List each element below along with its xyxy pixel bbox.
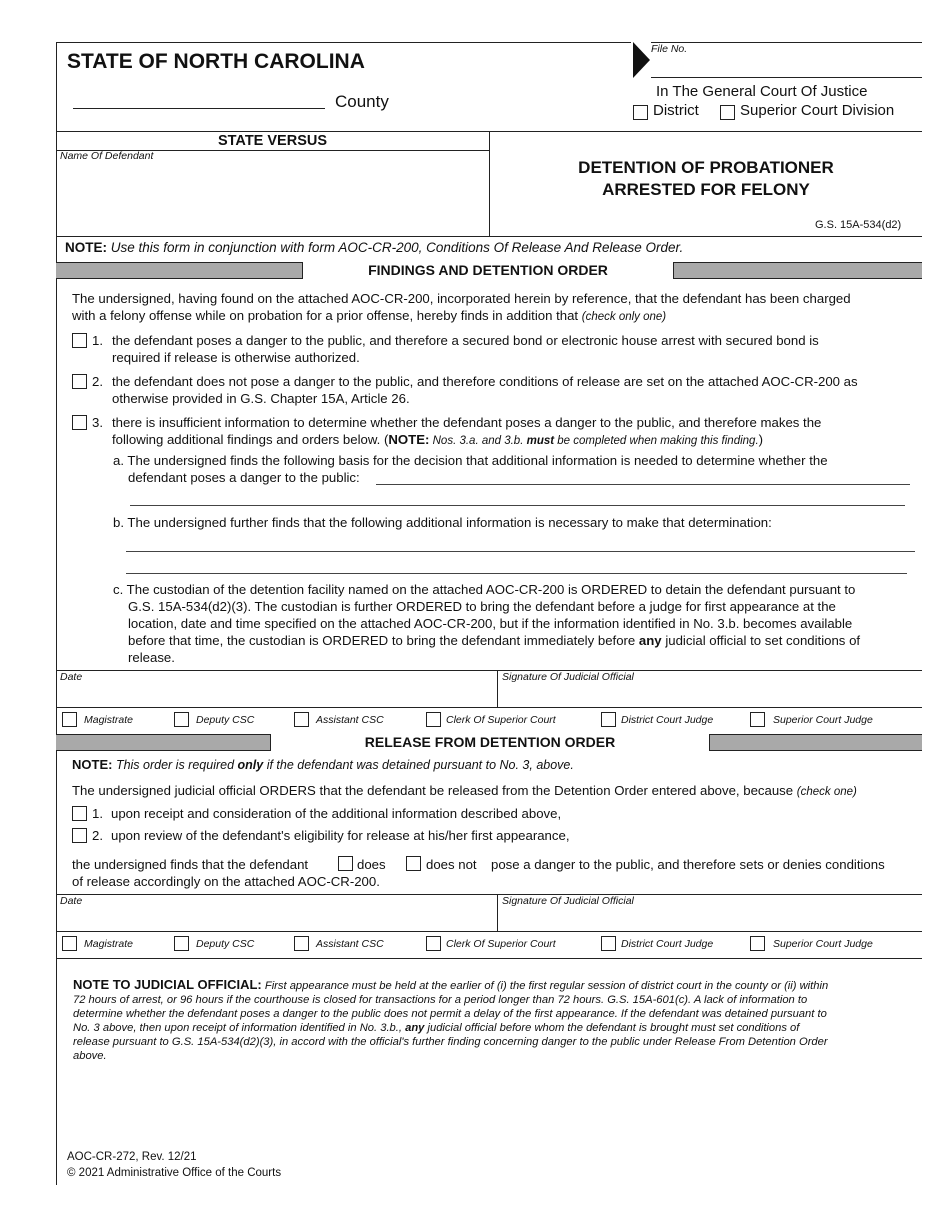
release-orders-text: The undersigned judicial official ORDERS that the defendant be released from the Detention Order entered above, because (72, 783, 794, 798)
sig2-district-judge-checkbox[interactable] (601, 936, 616, 951)
judicial-note-l2: 72 hours of arrest, or 96 hours if the courthouse is closed for transactions for a period longer than 72 hours. G.S. 15A-601(c). A lack of information to (73, 994, 808, 1006)
finding-1-line2: required if release is otherwise authorized. (112, 350, 360, 365)
release-orders (72, 782, 857, 801)
sig2-superior-judge-checkbox[interactable] (750, 936, 765, 951)
findings-intro-1: The undersigned, having found on the attached AOC-CR-200, incorporated herein by reference, that the defendant has been charged (72, 291, 851, 306)
judicial-note-l5: release pursuant to G.S. 15A-534(d2)(3), in accord with the official's further finding concerning danger to the public under Release From Detention Order (73, 1036, 828, 1048)
finding-1-checkbox[interactable] (72, 333, 87, 348)
sig2-role-district-judge: District Court Judge (621, 938, 714, 950)
sig2-deputy-csc-checkbox[interactable] (174, 936, 189, 951)
sig1-magistrate-checkbox[interactable] (62, 712, 77, 727)
release-heading: RELEASE FROM DETENTION ORDER (270, 734, 710, 751)
finding-3a-line1: a. The undersigned finds the following basis for the decision that additional information is needed to determine whether the (113, 453, 828, 468)
does-checkbox[interactable] (338, 856, 353, 871)
release-1-checkbox[interactable] (72, 806, 87, 821)
court-title: In The General Court Of Justice (656, 83, 868, 100)
finding-2-checkbox[interactable] (72, 374, 87, 389)
finding-3c-line2: G.S. 15A-534(d2)(3). The custodian is further ORDERED to bring the defendant before a judge for first appearance at the (128, 599, 836, 614)
sig1-role-clerk: Clerk Of Superior Court (446, 714, 556, 726)
finding-3-num: 3. (92, 415, 103, 430)
sig2-role-assistant-csc: Assistant CSC (316, 938, 384, 950)
finding-3c-line5: release. (128, 650, 175, 665)
release-2-num: 2. (92, 828, 103, 843)
release-bottom-line (56, 958, 922, 959)
finding-1-num: 1. (92, 333, 103, 348)
sig1-district-judge-checkbox[interactable] (601, 712, 616, 727)
sig1-role-assistant-csc: Assistant CSC (316, 714, 384, 726)
sig2-divider (497, 894, 498, 931)
statute-ref: G.S. 15A-534(d2) (815, 219, 902, 231)
release-1-num: 1. (92, 806, 103, 821)
3a-basis-field[interactable] (380, 468, 905, 484)
finding-2-num: 2. (92, 374, 103, 389)
state-versus: STATE VERSUS (217, 133, 328, 149)
finding-3-line2 (112, 431, 763, 450)
release-note-b: if the defendant was detained pursuant to No. 3, above. (263, 758, 574, 772)
sig2-top-line (56, 894, 922, 895)
district-checkbox[interactable] (633, 105, 648, 120)
sig2-role-deputy-csc: Deputy CSC (196, 938, 255, 950)
finding-3-checkbox[interactable] (72, 415, 87, 430)
judicial-note-text-1: First appearance must be held at the earlier of (i) the first regular session of district court in the county or (ii) within (264, 980, 829, 992)
check-only-one: (check only one) (581, 311, 667, 323)
sig1-role-magistrate: Magistrate (84, 714, 134, 726)
release-note (72, 757, 574, 772)
sig1-role-superior-judge: Superior Court Judge (773, 714, 873, 726)
file-arrow-icon (632, 42, 652, 78)
finding-3b-line1: b. The undersigned further finds that the following additional information is necessary to make that determination: (113, 515, 772, 530)
finding-3-note-label: NOTE: (388, 432, 430, 447)
sig1-date-field[interactable] (62, 685, 487, 703)
finding-3-line2-text: following additional findings and orders below. ( (112, 432, 389, 447)
finding-3c-line1: c. The custodian of the detention facility named on the attached AOC-CR-200 is ORDERED to detain the defendant pursuant to (113, 582, 856, 597)
release-finds-b: pose a danger to the public, and therefore sets or denies conditions (491, 857, 885, 872)
county-line (73, 108, 325, 109)
sig2-signature-label: Signature Of Judicial Official (502, 895, 634, 907)
findings-intro-2-text: with a felony offense while on probation for a prior offense, hereby finds in addition that (72, 308, 579, 323)
finding-3-must: must (526, 435, 555, 447)
sig2-date-field[interactable] (62, 909, 487, 927)
superior-checkbox[interactable] (720, 105, 735, 120)
sig1-date-label: Date (60, 671, 83, 683)
findings-heading: FINDINGS AND DETENTION ORDER (302, 262, 674, 279)
sig2-date-label: Date (60, 895, 83, 907)
top-note-text: Use this form in conjunction with form AOC-CR-200, Conditions Of Release And Release Order. (110, 240, 684, 255)
sig1-deputy-csc-checkbox[interactable] (174, 712, 189, 727)
left-border (56, 42, 57, 1185)
release-note-label: NOTE: (72, 757, 113, 772)
finding-3-note-text: Nos. 3.a. and 3.b. (429, 435, 527, 447)
sig2-role-magistrate: Magistrate (84, 938, 134, 950)
state-title: STATE OF NORTH CAROLINA (67, 50, 365, 73)
county-label: County (335, 92, 389, 111)
file-no-label: File No. (651, 43, 688, 55)
finding-3-close: ) (758, 432, 764, 447)
form-number: AOC-CR-272, Rev. 12/21 (67, 1151, 197, 1163)
sig1-top-line (56, 670, 922, 671)
top-note (65, 240, 683, 255)
finding-2-line1: the defendant does not pose a danger to the public, and therefore conditions of release are set on the attached AOC-CR-200 as (112, 374, 858, 389)
finding-3-line1: there is insufficient information to determine whether the defendant poses a danger to the public, and therefore makes the (112, 415, 822, 430)
does-label: does (357, 857, 386, 872)
finding-3-note-end: be completed when making this finding. (554, 435, 759, 447)
3b-fill-line-2 (126, 573, 907, 574)
judicial-note-label: NOTE TO JUDICIAL OFFICIAL: (73, 977, 262, 992)
sig1-bottom-line (56, 707, 922, 708)
finding-1-line1: the defendant poses a danger to the public, and therefore a secured bond or electronic house arrest with secured bond is (112, 333, 819, 348)
finding-3c-line4-a: before that time, the custodian is ORDERED to bring the defendant immediately before (128, 633, 639, 648)
release-note-a: This order is required (115, 758, 238, 772)
release-2-checkbox[interactable] (72, 828, 87, 843)
judicial-note (73, 978, 918, 1063)
judicial-note-l1 (73, 978, 918, 993)
file-no-line (651, 77, 922, 78)
sig1-superior-judge-checkbox[interactable] (750, 712, 765, 727)
finding-3c-line4-c: judicial official to set conditions of (661, 633, 861, 648)
does-not-label: does not (426, 857, 477, 872)
sig2-role-superior-judge: Superior Court Judge (773, 938, 873, 950)
sig2-assistant-csc-checkbox[interactable] (294, 936, 309, 951)
release-2-text: upon review of the defendant's eligibility for release at his/her first appearance, (111, 828, 570, 843)
judicial-note-l3: determine whether the defendant poses a danger to the public does not permit a delay of the first appearance. If the defendant was detained pursuant to (73, 1008, 827, 1020)
sig1-assistant-csc-checkbox[interactable] (294, 712, 309, 727)
does-not-checkbox[interactable] (406, 856, 421, 871)
superior-label: Superior Court Division (740, 102, 895, 119)
release-finds-a: the undersigned finds that the defendant (72, 857, 309, 872)
file-no-field[interactable] (700, 50, 915, 72)
form-title-2: ARRESTED FOR FELONY (602, 180, 810, 199)
judicial-note-l4c: judicial official before whom the defendant is brought must set conditions of (424, 1022, 800, 1034)
sig1-role-deputy-csc: Deputy CSC (196, 714, 255, 726)
release-check-one: (check one) (796, 786, 857, 798)
sig1-role-district-judge: District Court Judge (621, 714, 714, 726)
3b-fill-line-1 (126, 551, 915, 552)
judicial-note-l6: above. (73, 1050, 107, 1062)
caption-bottom-line (56, 236, 922, 237)
finding-3c-line4 (128, 632, 860, 649)
sig1-divider (497, 670, 498, 707)
form-title-1: DETENTION OF PROBATIONER (578, 158, 834, 177)
sig2-magistrate-checkbox[interactable] (62, 936, 77, 951)
release-1-text: upon receipt and consideration of the additional information described above, (111, 806, 562, 821)
sig1-signature-label: Signature Of Judicial Official (502, 671, 634, 683)
top-border (56, 42, 631, 43)
3a-fill-line-2 (130, 505, 905, 506)
sig2-clerk-checkbox[interactable] (426, 936, 441, 951)
judicial-note-l4a: No. 3 above, then upon receipt of information identified in No. 3.b., (73, 1022, 406, 1034)
finding-3c-line3: location, date and time specified on the attached AOC-CR-200, but if the information identified in No. 3.b. becomes available (128, 616, 853, 631)
sig2-role-clerk: Clerk Of Superior Court (446, 938, 556, 950)
judicial-note-l4 (73, 1021, 918, 1035)
sig2-bottom-line (56, 931, 922, 932)
finding-3a-line2: defendant poses a danger to the public: (128, 470, 360, 485)
top-note-label: NOTE: (65, 240, 107, 255)
district-label: District (653, 102, 699, 119)
finding-2-line2: otherwise provided in G.S. Chapter 15A, Article 26. (112, 391, 410, 406)
3a-fill-line-1 (376, 484, 910, 485)
defendant-name-field[interactable] (60, 166, 480, 190)
finding-3c-any: any (638, 633, 662, 648)
top-border-right (651, 42, 922, 43)
release-finds-c: of release accordingly on the attached AOC-CR-200. (72, 874, 380, 889)
judicial-note-any: any (405, 1022, 425, 1034)
release-note-only: only (237, 758, 264, 772)
defendant-label: Name Of Defendant (60, 150, 154, 162)
findings-intro-2 (72, 307, 666, 326)
sig1-clerk-checkbox[interactable] (426, 712, 441, 727)
3b-info-field[interactable] (130, 534, 910, 550)
copyright: © 2021 Administrative Office of the Courts (67, 1167, 282, 1179)
